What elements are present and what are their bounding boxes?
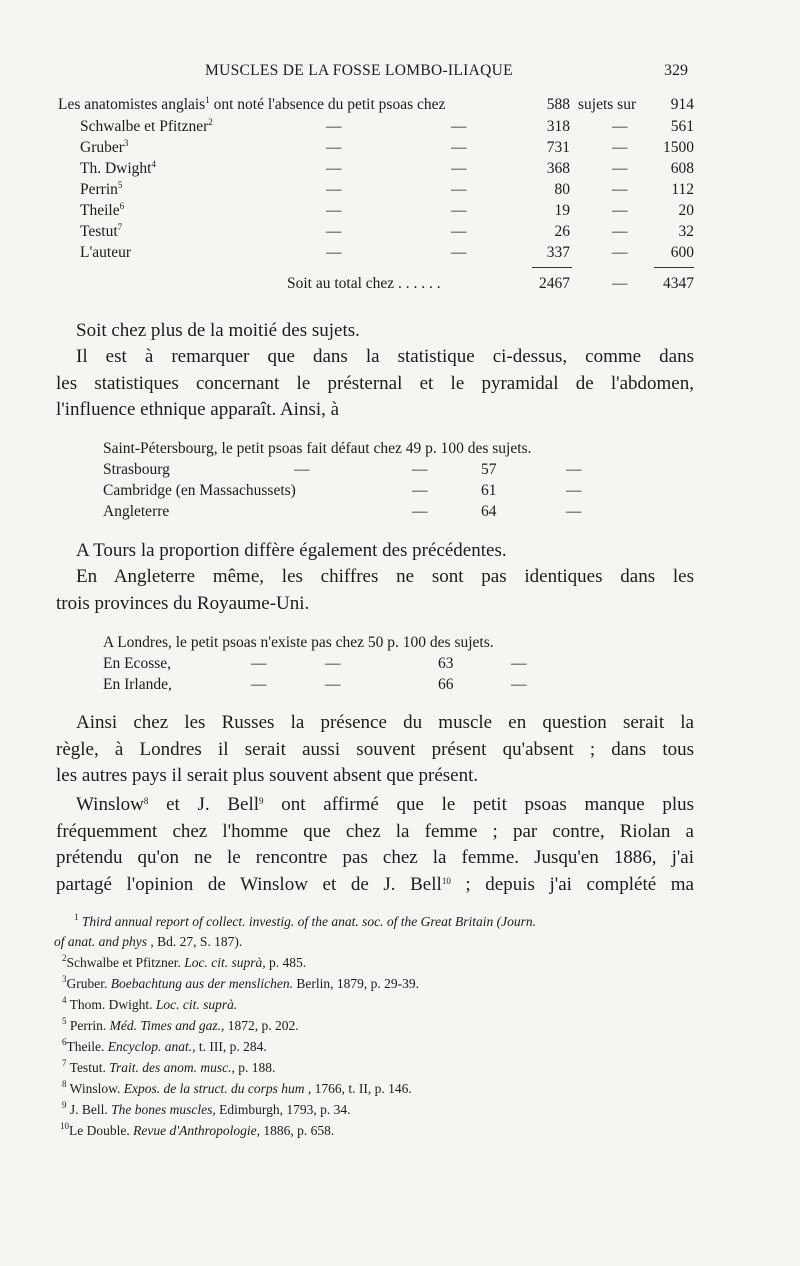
page-number: 329 <box>664 62 688 79</box>
table-row: Schwalbe et Pfitzner$^2$ <box>80 117 213 135</box>
sum-rule-absent <box>532 267 572 268</box>
footnote: $^1$ Third annual report of collect. investig. of the anat. soc. of the Great Britain (Journ. <box>74 912 536 929</box>
footnote: $^8$ Winslow. Expos. de la struct. du corps hum , 1766, t. II, p. 146. <box>62 1079 412 1096</box>
footnote: $^{10}$Le Double. Revue d'Anthropologie, 1886, p. 658. <box>60 1121 335 1138</box>
footnote: $^9$ J. Bell. The bones muscles, Edimburgh, 1793, p. 34. <box>62 1100 351 1117</box>
sum-absent: 2467 <box>539 275 570 292</box>
sum-label: Soit au total chez . . . . . . <box>287 275 441 292</box>
footnote: $^2$Schwalbe et Pfitzner. Loc. cit. suprà, p. 485. <box>62 953 307 970</box>
intro-absent-count: 588 <box>546 96 570 113</box>
footnote: $^7$ Testut. Trait. des anom. musc., p. 188. <box>62 1058 276 1075</box>
paragraph: Il est à remarquer que dans la statistique ci-dessus, comme dans les statistiques concernant le présternal et le pyramidal de l'abdomen, l'influence ethnique apparaît. Ainsi, à <box>56 346 694 420</box>
paragraph: Soit chez plus de la moitié des sujets. <box>76 320 360 341</box>
table-row: Saint-Pétersbourg, le petit psoas fait défaut chez 49 p. 100 des sujets. <box>103 440 532 457</box>
footnote: $^5$ Perrin. Méd. Times and gaz., 1872, p. 202. <box>62 1016 299 1033</box>
paragraph: Winslow$^8$ et J. Bell$^9$ ont affirmé que le petit psoas manque plus fréquemment chez l'homme que chez la femme ; par contre, Riolan a prétendu qu'on ne le rencontre pas chez la femme. Jusqu'en 1886, j'ai partagé l'opinion de Winslow et de J. Bell$^{10}$ ; depuis j'ai complété ma <box>56 794 695 895</box>
footnote: $^6$Theile. Encyclop. anat., t. III, p. 284. <box>62 1037 267 1054</box>
footnote: $^3$Gruber. Boebachtung aus der menslichen. Berlin, 1879, p. 29-39. <box>62 974 419 991</box>
sum-total: 4347 <box>663 275 694 292</box>
table-row: L'auteur <box>80 244 131 261</box>
table-row: Testut$^7$ <box>80 222 123 240</box>
paragraph: Ainsi chez les Russes la présence du muscle en question serait la règle, à Londres il serait aussi souvent présent qu'absent ; dans tous les autres pays il serait plus souvent absent que présent. <box>56 712 694 786</box>
footnote: of anat. and phys , Bd. 27, S. 187). <box>54 934 243 949</box>
sum-rule-total <box>654 267 694 268</box>
paragraph: A Tours la proportion diffère également des précédentes. <box>76 540 507 561</box>
intro-sujets-label: sujets sur <box>578 96 637 113</box>
intro-total-count: 914 <box>670 96 694 113</box>
running-head: MUSCLES DE LA FOSSE LOMBO-ILIAQUE <box>205 62 513 79</box>
table-row: Th. Dwight$^4$ <box>80 159 156 177</box>
footnote: $^4$ Thom. Dwight. Loc. cit. suprà. <box>62 995 238 1012</box>
paragraph: En Angleterre même, les chiffres ne sont pas identiques dans les trois provinces du Royaume-Uni. <box>56 566 694 614</box>
table-row: A Londres, le petit psoas n'existe pas chez 50 p. 100 des sujets. <box>103 634 494 651</box>
table-intro: Les anatomistes anglais$^1$ ont noté l'absence du petit psoas chez <box>58 95 446 113</box>
table-row: Gruber$^3$ <box>80 138 129 156</box>
table-row: Perrin$^5$ <box>80 180 123 198</box>
book-page: MUSCLES DE LA FOSSE LOMBO-ILIAQUE 329 Les anatomistes anglais$^1$ ont noté l'absence du petit psoas chez 588 sujets sur 914 Schwalbe et Pfitzner$^2$ — — 318 — 561 Gruber$^3$ — — 731 — 1500 Th. Dwight$^4$ — — 368 — 608 Perrin$^5$ — — 80 — 112 Theile$^6$ — — 19 — 20 Testut$^7$ — — 26 — 32 L'auteur — — 337 — 600 Soit au total chez . . . . . . 2467 — 4347 Soit chez plus de la moitié des sujets. Il est à remarquer que dans la statistique ci-dessus, comme dans les statistiques concernant le présternal et le pyramidal de l'abdomen, l'influence ethnique apparaît. Ainsi, à Saint-Pétersbourg, le petit psoas fait défaut chez 49 p. 100 des sujets. Strasbourg — — 57 — Cambridge (en Massachussets) — 61 — Angleterre — 64 — A Tours la proportion diffère également des précédentes. En Angleterre même, les chiffres ne sont pas identiques dans les trois provinces du Royaume-Uni. A Londres, le petit psoas n'existe pas chez 50 p. 100 des sujets. En Ecosse, — — 63 — En Irlande, — — 66 — Ainsi chez les Russes la présence du muscle en question serait la règle, à Londres il serait aussi souvent présent qu'absent ; dans tous les autres pays il serait plus souvent absent que présent. Winslow$^8$ et J. Bell$^9$ ont affirmé que le petit psoas manque plus fréquemment chez l'homme que chez la femme ; par contre, Riolan a prétendu qu'on ne le rencontre pas chez la femme. Jusqu'en 1886, j'ai partagé l'opinion de Winslow et de J. Bell$^{10}$ ; depuis j'ai complété ma $^1$ Third annual report of collect. investig. of the anat. soc. of the Great Britain (Journ. of anat. and phys , Bd. 27, S. 187). $^2$Schwalbe et Pfitzner. Loc. cit. suprà, p. 485. $^3$Gruber. Boebachtung aus der menslichen. Berlin, 1879, p. 29-39. $^4$ Thom. Dwight. Loc. cit. suprà. $^5$ Perrin. Méd. Times and gaz., 1872, p. 202. $^6$Theile. Encyclop. anat., t. III, p. 284. $^7$ Testut. Trait. des anom. musc., p. 188. $^8$ Winslow. Expos. de la struct. du corps hum , 1766, t. II, p. 146. $^9$ J. Bell. The bones muscles, Edimburgh, 1793, p. 34. $^{10}$Le Double. Revue d'Anthropologie, 1886, p. 658. <box>54 62 695 1138</box>
table-row: Theile$^6$ <box>80 201 125 219</box>
